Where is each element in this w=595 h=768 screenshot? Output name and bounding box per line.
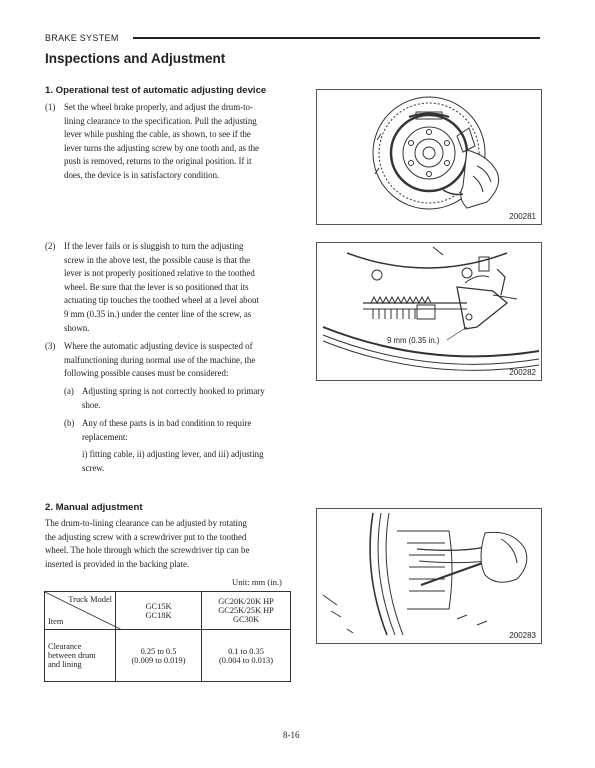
page-number: 8-16 [283, 730, 300, 740]
paragraph-line: lever is not properly positioned relative to the toothed [64, 268, 255, 279]
figure-lever-position [316, 242, 542, 381]
paragraph-1 [45, 101, 298, 183]
paragraph-line: Set the wheel brake properly, and adjust the drum-to- [64, 102, 253, 112]
paragraph-line: i) fitting cable, ii) adjusting lever, and iii) adjusting [82, 449, 264, 459]
figure-id-3: 200283 [509, 631, 536, 640]
distance-callout: 9 mm (0.35 in.) [387, 336, 440, 345]
paragraph-line: the adjusting screw with a screwdriver put to the toothed [45, 531, 247, 542]
clearance-table [44, 591, 291, 682]
figure-id-2: 200282 [509, 368, 536, 377]
row-label-line: between drum [48, 651, 96, 660]
paragraph-line: shown. [64, 322, 90, 333]
paragraph-line: lining clearance to the specification. Pull the adjusting [64, 115, 257, 126]
figure-brake-lever-test [316, 89, 542, 225]
paragraph-line: If the lever fails or is sluggish to turn the adjusting [64, 241, 244, 251]
header-line: GC15K [145, 601, 172, 611]
paragraph-line: screw in the above test, the possible cause is that the [64, 254, 251, 265]
unit-label: Unit: mm (in.) [232, 577, 282, 587]
paragraph-line: shoe. [82, 399, 101, 410]
cause-b-number: (b) [64, 418, 75, 428]
paragraph-line: 9 mm (0.35 in.) under the center line of the screw, as [64, 308, 252, 319]
value-line: 0.25 to 0.5 [140, 646, 177, 656]
paragraph-line: malfunctioning during normal use of the machine, the [64, 354, 256, 365]
page-title: Inspections and Adjustment [45, 51, 226, 66]
figure-id-1: 200281 [509, 212, 536, 221]
table-value-col1 [116, 630, 202, 682]
cause-b [64, 417, 298, 444]
cause-a [64, 385, 298, 412]
header-line: GC18K [145, 610, 172, 620]
table-header-col1 [116, 592, 202, 630]
section-header: BRAKE SYSTEM [45, 33, 119, 43]
table-value-col2 [202, 630, 291, 682]
corner-bottom-label: Item [48, 617, 64, 626]
brake-lever-illustration [317, 90, 541, 224]
screwdriver-illustration [317, 509, 541, 643]
header-line: GC25K/25K HP [218, 606, 274, 615]
paragraph-line: actuating tip touches the toothed wheel at a level about [64, 295, 259, 306]
header-line: GC20K/20K HP [218, 597, 274, 606]
clearance-table-wrap [44, 591, 291, 682]
paragraph-line: Adjusting spring is not correctly hooked to primary [82, 386, 265, 396]
paragraph-line: lever turns the adjusting screw by one tooth and, as the [64, 142, 259, 153]
header-line: GC30K [232, 615, 260, 624]
paragraph-line: screw. [82, 462, 105, 473]
header-rule [133, 37, 540, 39]
cause-a-number: (a) [64, 386, 74, 396]
value-line: 0.1 to 0.35 [228, 646, 264, 656]
row-label-line: and lining [48, 660, 82, 669]
paragraph-line: Any of these parts is in bad condition to require [82, 418, 252, 428]
section-2-heading: 2. Manual adjustment [45, 502, 143, 513]
table-row-label [45, 630, 116, 682]
paragraph-2-number: (2) [45, 241, 56, 251]
paragraph-line: following possible causes must be considered: [64, 368, 229, 379]
section-1-heading: 1. Operational test of automatic adjusting device [45, 85, 267, 96]
paragraph-line: wheel. Be sure that the lever is so positioned that its [64, 281, 249, 292]
manual-adjustment-text [45, 517, 298, 571]
row-label-line: Clearance [48, 642, 82, 651]
table-corner-cell [45, 592, 116, 630]
paragraph-line: push is removed, returns to the original position. If it [64, 156, 252, 167]
paragraph-line: does, the device is in satisfactory condition. [64, 169, 220, 180]
value-line: (0.004 to 0.013) [219, 655, 273, 665]
paragraph-line: The drum-to-lining clearance can be adjusted by rotating [45, 518, 247, 528]
paragraph-line: wheel. The hole through which the screwdriver tip can be [45, 545, 250, 556]
paragraph-2 [45, 240, 298, 335]
figure-manual-adjustment [316, 508, 542, 644]
paragraph-line: replacement: [82, 431, 128, 442]
lever-position-illustration [317, 243, 541, 380]
table-header-col2 [202, 592, 291, 630]
paragraph-line: inserted is provided in the backing plate. [45, 558, 190, 569]
corner-top-label: Truck Model [68, 595, 112, 604]
paragraph-line: Where the automatic adjusting device is suspected of [64, 341, 253, 351]
paragraph-3 [45, 340, 298, 381]
paragraph-3-number: (3) [45, 341, 56, 351]
paragraph-1-number: (1) [45, 102, 56, 112]
paragraph-line: lever while pushing the cable, as shown, to see if the [64, 129, 251, 140]
value-line: (0.009 to 0.019) [131, 655, 186, 665]
cause-b-parts [82, 448, 298, 475]
